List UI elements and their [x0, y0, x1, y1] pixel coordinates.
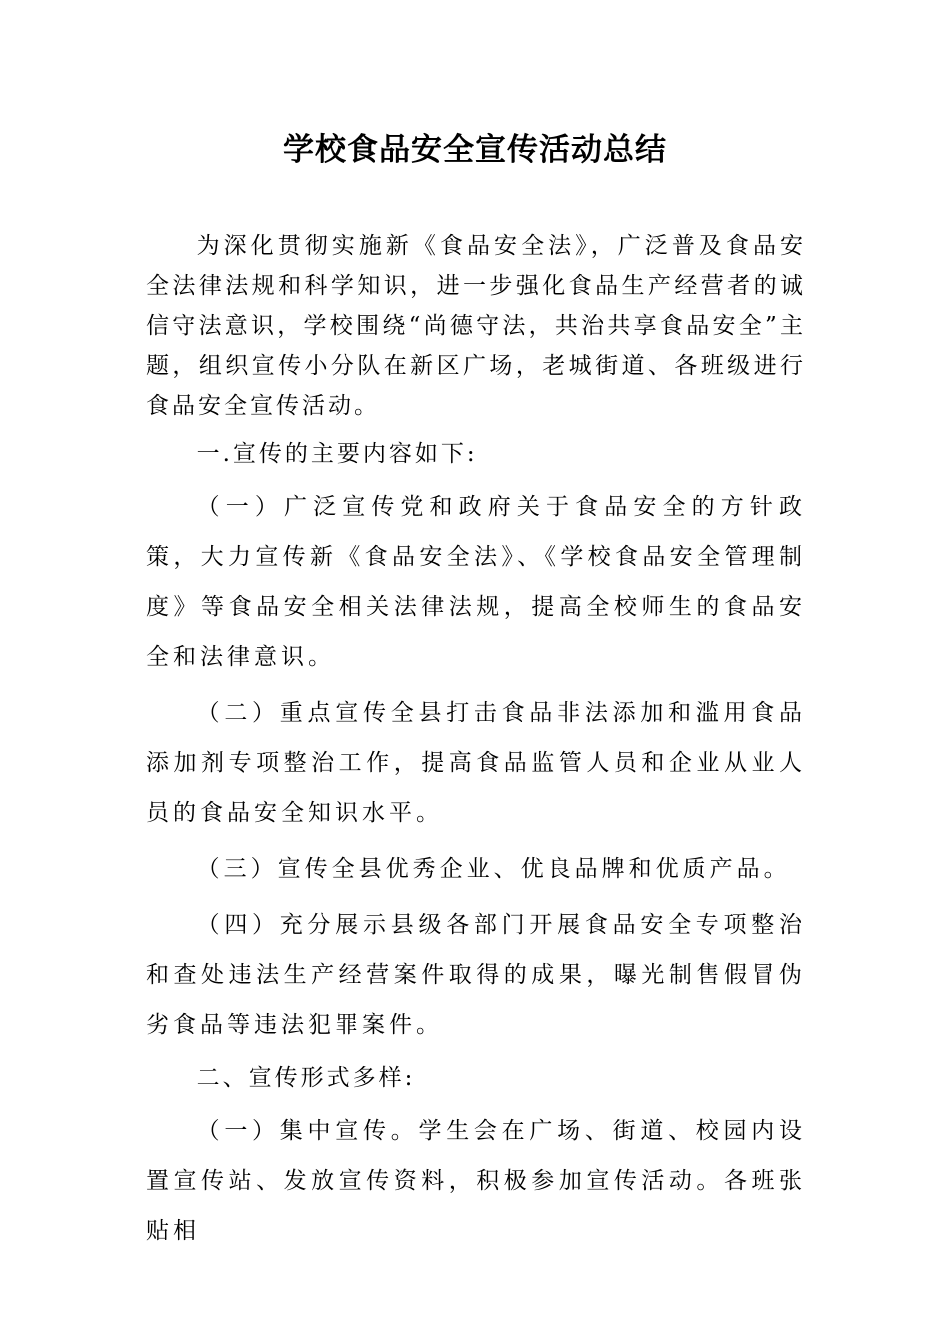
content-item-1: （一）广泛宣传党和政府关于食品安全的方针政策，大力宣传新《食品安全法》、《学校食品安全管理制度》等食品安全相关法律法规，提高全校师生的食品安全和法律意识。: [146, 494, 806, 670]
section-heading-2: 二、宣传形式多样:: [196, 1065, 416, 1091]
intro-paragraph: 为深化贯彻实施新《食品安全法》，广泛普及食品安全法律法规和科学知识，进一步强化食品生产经营者的诚信守法意识，学校围绕“尚德守法，共治共享食品安全”主题，组织宣传小分队在新区广场，老城街道、各班级进行食品安全宣传活动。: [146, 233, 806, 419]
document-body: [146, 226, 806, 1256]
content-item-3: （三）宣传全县优秀企业、优良品牌和优质产品。: [196, 856, 791, 882]
document-title: 学校食品安全宣传活动总结: [283, 132, 667, 168]
form-item-1: （一）集中宣传。学生会在广场、街道、校园内设置宣传站、发放宣传资料，积极参加宣传活动。各班张贴相: [146, 1118, 806, 1244]
content-item-2: （二）重点宣传全县打击食品非法添加和滥用食品添加剂专项整治工作，提高食品监管人员和企业从业人员的食品安全知识水平。: [146, 700, 806, 826]
section-heading-1: 一.宣传的主要内容如下:: [196, 441, 478, 467]
content-item-4: （四）充分展示县级各部门开展食品安全专项整治和查处违法生产经营案件取得的成果，曝光制售假冒伪劣食品等违法犯罪案件。: [146, 912, 806, 1038]
